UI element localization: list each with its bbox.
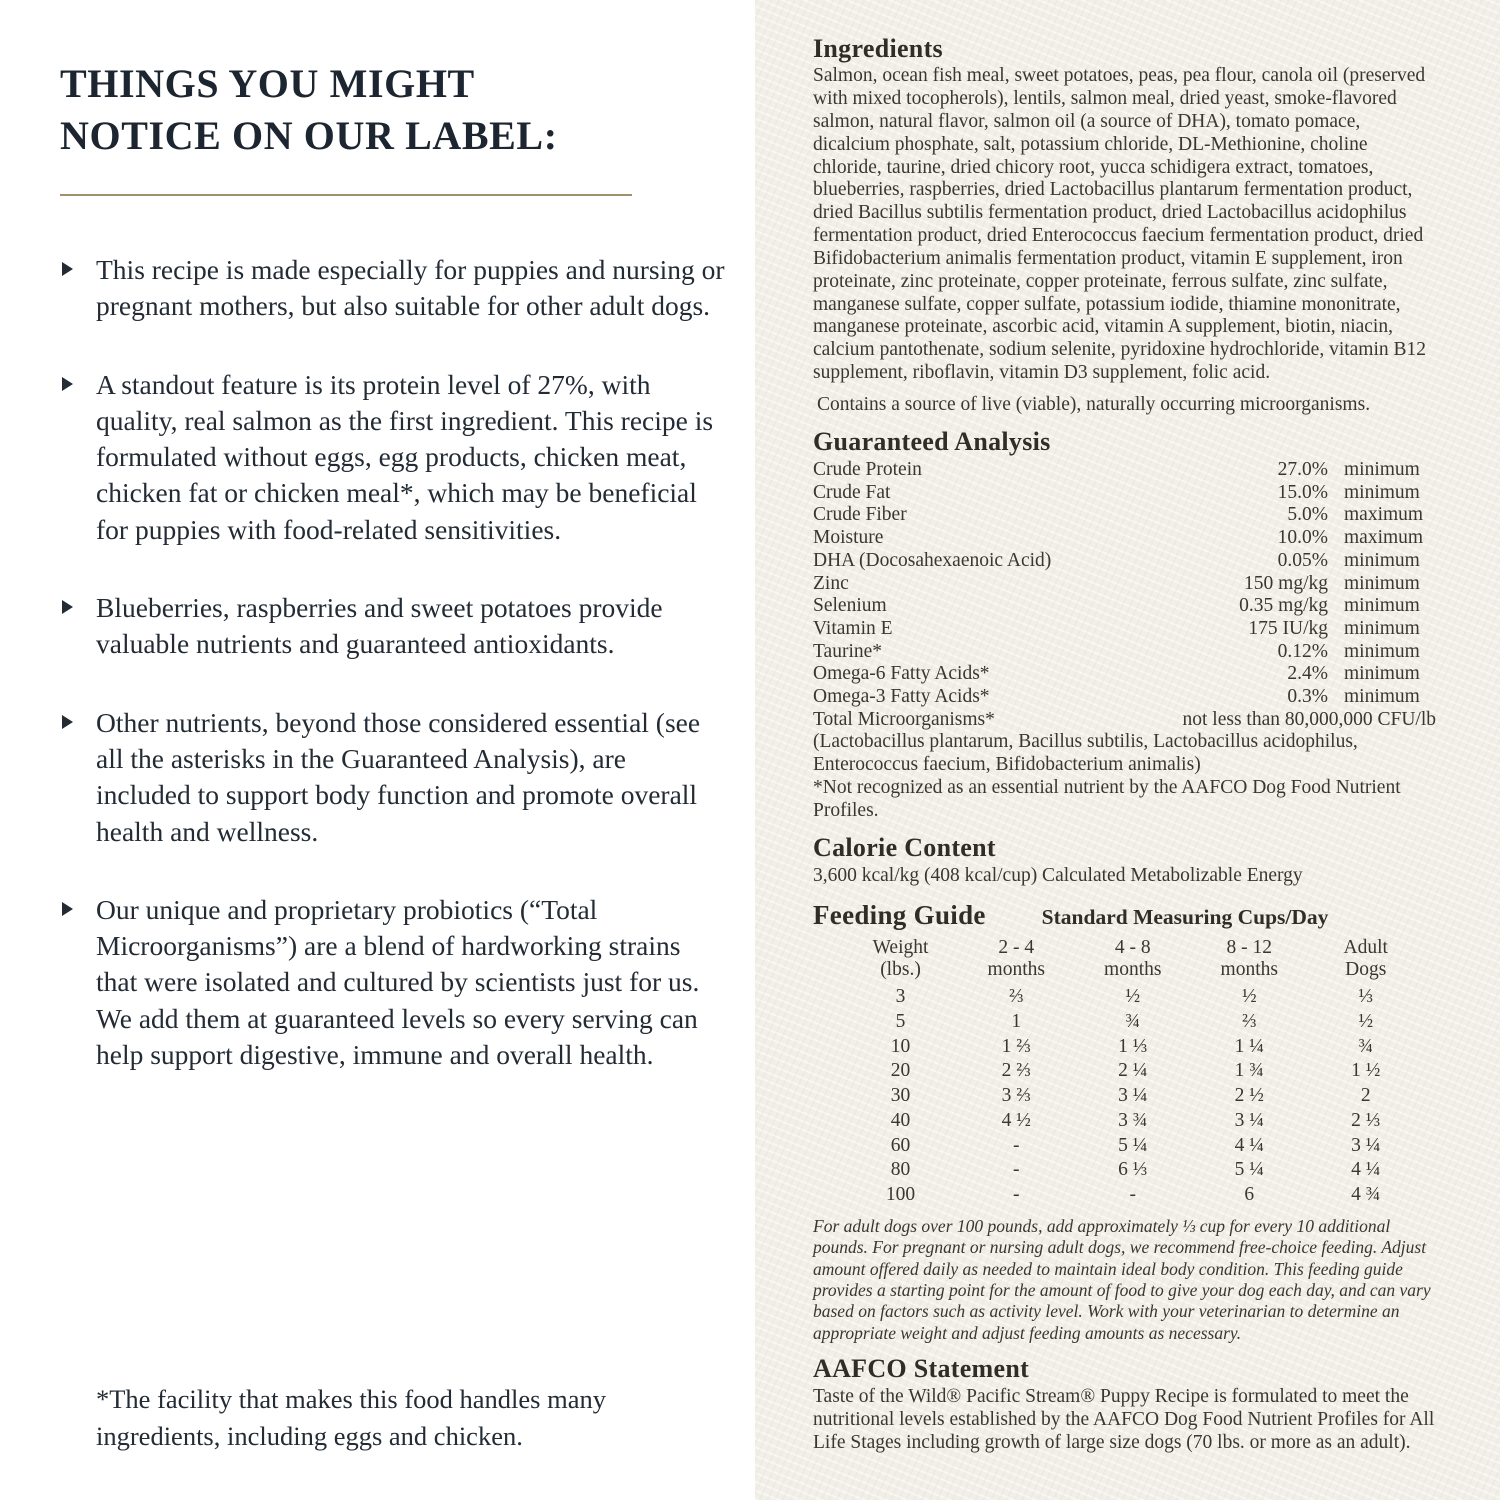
feeding-table-row: [843, 1158, 1424, 1183]
calorie-content-section: [813, 833, 1436, 888]
ga-nutrient-value: 150 mg/kg: [1244, 572, 1328, 594]
feeding-cell-4-8-months: ¾: [1125, 1010, 1141, 1032]
feeding-cell-weight: 3: [895, 986, 906, 1008]
feeding-cell-2-4-months: 1: [1011, 1010, 1022, 1032]
feeding-cell-weight: 100: [885, 1184, 916, 1206]
ga-total-value: not less than 80,000,000 CFU/lb: [1182, 708, 1436, 730]
ga-nutrient-qualifier: minimum: [1344, 617, 1420, 639]
bullet-text: Our unique and proprietary probiotics (“Total Microorganisms”) are a blend of hardworking strains that were isolated and cultured by scientists just for us. We add them at guaranteed levels so every serving can help support digestive, immune and overall health.: [96, 893, 700, 1071]
feeding-table-row: [843, 1059, 1424, 1084]
feeding-table-row: [843, 1035, 1424, 1060]
page-title: [60, 58, 729, 162]
feeding-column-header-line2: (lbs.): [880, 959, 921, 981]
ga-nutrient-qualifier: minimum: [1344, 572, 1420, 594]
feeding-guide-subheading: Standard Measuring Cups/Day: [1041, 904, 1329, 929]
feeding-column-header-line1: 8 - 12: [1226, 937, 1272, 959]
ga-row: [813, 595, 1436, 618]
ga-total-row: [813, 709, 1436, 732]
ingredients-body: Salmon, ocean fish meal, sweet potatoes, peas, pea flour, canola oil (preserved with mixed tocopherols), lentils, salmon meal, dried yeast, smoke-flavored salmon, natural flavor, salmon oil (a source of DHA), tomato pomace, dicalcium phosphate, salt, potassium chloride, DL-Methionine, choline chloride, taurine, dried chicory root, yucca schidigera extract, tomatoes, blueberries, raspberries, dried Lactobacillus plantarum fermentation product, dried Bacillus subtilis fermentation product, dried Lactobacillus acidophilus fermentation product, dried Enterococcus faecium fermentation product, dried Bifidobacterium animalis fermentation product, vitamin E supplement, iron proteinate, zinc proteinate, copper proteinate, ferrous sulfate, zinc sulfate, manganese sulfate, copper sulfate, potassium iodide, thiamine mononitrate, manganese proteinate, ascorbic acid, vitamin A supplement, biotin, niacin, calcium pantothenate, sodium selenite, pyridoxine hydrochloride, vitamin B12 supplement, riboflavin, vitamin D3 supplement, folic acid.: [813, 65, 1427, 383]
bullet-item: [60, 892, 725, 1073]
feeding-cell-adult: 1 ½: [1351, 1060, 1381, 1082]
feeding-cell-2-4-months: 1 ⅔: [1001, 1035, 1031, 1057]
ga-nutrient-qualifier: minimum: [1344, 459, 1420, 480]
ga-nutrient-qualifier: minimum: [1344, 595, 1420, 617]
ga-row: [813, 618, 1436, 641]
feeding-cell-8-12-months: 1 ¾: [1234, 1060, 1264, 1082]
bullet-text: A standout feature is its protein level of 27%, with quality, real salmon as the first ingredient. This recipe is formulated without eggs, egg products, chicken meat, chicken fat or chicken meal*, which may be beneficial for puppies with food-related sensitivities.: [96, 368, 714, 545]
feeding-cell-8-12-months: 5 ¼: [1234, 1159, 1264, 1181]
feeding-column-header-line1: 2 - 4: [998, 937, 1035, 959]
ga-asterisk-footnote: *Not recognized as an essential nutrient by the AAFCO Dog Food Nutrient Profiles.: [813, 777, 1401, 821]
feeding-cell-adult: ¾: [1358, 1035, 1374, 1057]
ga-nutrient-value: 27.0%: [1277, 459, 1328, 480]
feeding-column-header: [958, 937, 1075, 981]
feeding-guide-note: For adult dogs over 100 pounds, add approximately ⅓ cup for every 10 additional pounds. For pregnant or nursing adult dogs, we recommend free-choice feeding. Adjust amount offered daily as needed to maintain ideal body condition. This feeding guide provides a starting point for the amount of food to give your dog each day, and can vary based on factors such as activity level. Work with your veterinarian to determine an appropriate weight and adjust feeding amounts as necessary.: [813, 1215, 1431, 1343]
ga-row: [813, 527, 1436, 550]
bullet-text: This recipe is made especially for puppies and nursing or pregnant mothers, but also suitable for other adult dogs.: [96, 254, 725, 322]
feeding-table-header-row: [843, 937, 1424, 981]
feeding-table-row: [843, 1109, 1424, 1134]
ga-nutrient-value: 5.0%: [1287, 504, 1328, 526]
ga-row: [813, 663, 1436, 686]
title-line-1: THINGS YOU MIGHT: [60, 61, 475, 106]
feeding-cell-2-4-months: -: [1013, 1184, 1020, 1206]
ga-row: [813, 459, 1436, 482]
triangle-bullet-icon: [62, 902, 73, 916]
feeding-column-header-line1: Adult: [1343, 937, 1388, 959]
guaranteed-analysis-table: [813, 459, 1436, 709]
ga-nutrient-value: 0.05%: [1277, 549, 1328, 571]
feeding-guide-header-row: [813, 900, 1436, 932]
feeding-table-row: [843, 1084, 1424, 1109]
ga-row: [813, 504, 1436, 527]
ga-nutrient-qualifier: maximum: [1344, 527, 1424, 549]
ga-organisms-list: (Lactobacillus plantarum, Bacillus subtilis, Lactobacillus acidophilus, Enterococcus faecium, Bifidobacterium animalis): [813, 731, 1358, 776]
ga-nutrient-value: 10.0%: [1277, 527, 1328, 549]
ga-nutrient-value: 175 IU/kg: [1248, 617, 1328, 639]
bullet-item: [60, 252, 725, 325]
feeding-cell-adult: 4 ¼: [1351, 1159, 1381, 1181]
triangle-bullet-icon: [62, 262, 73, 276]
feeding-cell-adult: 2: [1360, 1085, 1371, 1107]
feeding-column-header: [1191, 937, 1308, 981]
feeding-cell-weight: 80: [890, 1159, 911, 1181]
microorganisms-note: Contains a source of live (viable), naturally occurring microorganisms.: [817, 393, 1371, 415]
ga-total-label: Total Microorganisms*: [813, 708, 995, 730]
feeding-cell-2-4-months: 3 ⅔: [1001, 1085, 1031, 1107]
ga-nutrient-label: Moisture: [813, 527, 884, 549]
title-divider: [60, 194, 632, 196]
feeding-column-header-line2: months: [987, 959, 1045, 981]
ga-nutrient-label: Taurine*: [813, 640, 883, 662]
feeding-cell-weight: 60: [890, 1134, 911, 1156]
aafco-heading: AAFCO Statement: [813, 1353, 1030, 1383]
ga-row: [813, 686, 1436, 709]
ga-nutrient-value: 15.0%: [1277, 481, 1328, 503]
right-panel: [755, 0, 1500, 1500]
feeding-column-header: [1075, 937, 1192, 981]
bullet-item: [60, 367, 725, 548]
feeding-cell-2-4-months: 4 ½: [1001, 1109, 1031, 1131]
feeding-cell-8-12-months: 3 ¼: [1234, 1109, 1264, 1131]
calorie-content-heading: Calorie Content: [813, 832, 996, 862]
ingredients-heading: Ingredients: [813, 34, 943, 63]
triangle-bullet-icon: [62, 715, 73, 729]
ga-nutrient-qualifier: minimum: [1344, 686, 1420, 708]
ga-nutrient-qualifier: maximum: [1344, 504, 1424, 526]
feeding-cell-adult: ⅓: [1358, 986, 1374, 1008]
feeding-cell-adult: 4 ¾: [1351, 1184, 1381, 1206]
feeding-cell-8-12-months: 1 ¼: [1234, 1035, 1264, 1057]
feeding-column-header: [843, 937, 958, 981]
guaranteed-analysis-section: [813, 427, 1436, 823]
ga-nutrient-label: Zinc: [813, 572, 849, 594]
feeding-cell-4-8-months: 3 ¼: [1118, 1085, 1148, 1107]
ga-row: [813, 482, 1436, 505]
feeding-cell-adult: ½: [1358, 1010, 1374, 1032]
feeding-cell-8-12-months: ⅔: [1241, 1010, 1257, 1032]
ga-nutrient-value: 0.35 mg/kg: [1239, 595, 1328, 617]
bullet-list: [60, 252, 725, 1073]
feeding-cell-weight: 10: [890, 1035, 911, 1057]
feeding-cell-4-8-months: -: [1129, 1184, 1136, 1206]
ga-nutrient-label: Crude Protein: [813, 459, 922, 480]
feeding-cell-4-8-months: 5 ¼: [1118, 1134, 1148, 1156]
bullet-item: [60, 705, 725, 850]
feeding-table-row: [843, 985, 1424, 1010]
feeding-cell-weight: 40: [890, 1109, 911, 1131]
title-line-2: NOTICE ON OUR LABEL:: [60, 113, 558, 158]
aafco-section: [813, 1354, 1436, 1455]
feeding-cell-8-12-months: 4 ¼: [1234, 1134, 1264, 1156]
feeding-table-row: [843, 1134, 1424, 1159]
feeding-cell-8-12-months: ½: [1241, 986, 1257, 1008]
feeding-table-row: [843, 1010, 1424, 1035]
feeding-column-header-line1: 4 - 8: [1114, 937, 1151, 959]
feeding-cell-4-8-months: 1 ⅓: [1118, 1035, 1148, 1057]
ga-row: [813, 573, 1436, 596]
facility-footnote: *The facility that makes this food handles many ingredients, including eggs and chicken.: [96, 1383, 606, 1452]
aafco-body: Taste of the Wild® Pacific Stream® Puppy Recipe is formulated to meet the nutritional levels established by the AAFCO Dog Food Nutrient Profiles for All Life Stages including growth of large size dogs (70 lbs. or more as an adult).: [813, 1386, 1435, 1453]
bullet-text: Blueberries, raspberries and sweet potatoes provide valuable nutrients and guaranteed antioxidants.: [96, 592, 663, 660]
ga-nutrient-label: Selenium: [813, 595, 887, 617]
feeding-cell-adult: 3 ¼: [1351, 1134, 1381, 1156]
feeding-cell-weight: 30: [890, 1085, 911, 1107]
feeding-table-body: [843, 985, 1424, 1208]
bullet-text: Other nutrients, beyond those considered essential (see all the asterisks in the Guaranteed Analysis), are included to support body function and promote overall health and wellness.: [96, 706, 701, 847]
feeding-column-header-line2: Dogs: [1345, 959, 1387, 981]
feeding-column-header-line1: Weight: [872, 937, 929, 959]
feeding-cell-2-4-months: 2 ⅔: [1001, 1060, 1031, 1082]
feeding-cell-2-4-months: ⅔: [1008, 986, 1024, 1008]
feeding-cell-4-8-months: 3 ¾: [1118, 1109, 1148, 1131]
feeding-cell-8-12-months: 2 ½: [1234, 1085, 1264, 1107]
calorie-content-body: 3,600 kcal/kg (408 kcal/cup) Calculated Metabolizable Energy: [813, 865, 1303, 887]
feeding-cell-8-12-months: 6: [1244, 1184, 1255, 1206]
triangle-bullet-icon: [62, 377, 73, 391]
feeding-cell-4-8-months: ½: [1125, 986, 1141, 1008]
bullet-item: [60, 590, 725, 663]
ga-nutrient-label: Vitamin E: [813, 617, 893, 639]
feeding-cell-adult: 2 ⅓: [1351, 1109, 1381, 1131]
ga-nutrient-value: 0.12%: [1277, 640, 1328, 662]
ga-row: [813, 641, 1436, 664]
ga-nutrient-label: Crude Fat: [813, 481, 891, 503]
ga-nutrient-qualifier: minimum: [1344, 549, 1420, 571]
feeding-cell-4-8-months: 6 ⅓: [1118, 1159, 1148, 1181]
feeding-cell-4-8-months: 2 ¼: [1118, 1060, 1148, 1082]
triangle-bullet-icon: [62, 600, 73, 614]
feeding-column-header-line2: months: [1104, 959, 1162, 981]
feeding-column-header-line2: months: [1220, 959, 1278, 981]
ga-row: [813, 550, 1436, 573]
feeding-table-row: [843, 1183, 1424, 1208]
feeding-guide-table: [813, 937, 1436, 1207]
ga-nutrient-label: Omega-3 Fatty Acids*: [813, 686, 990, 708]
feeding-cell-2-4-months: -: [1013, 1134, 1020, 1156]
ga-nutrient-value: 2.4%: [1287, 663, 1328, 685]
feeding-cell-weight: 5: [895, 1010, 906, 1032]
feeding-guide-heading: Feeding Guide: [813, 899, 986, 930]
ga-nutrient-label: Omega-6 Fatty Acids*: [813, 663, 990, 685]
ga-nutrient-label: Crude Fiber: [813, 504, 907, 526]
guaranteed-analysis-heading: Guaranteed Analysis: [813, 426, 1051, 456]
ga-nutrient-qualifier: minimum: [1344, 663, 1420, 685]
ga-nutrient-label: DHA (Docosahexaenoic Acid): [813, 549, 1052, 571]
feeding-cell-weight: 20: [890, 1060, 911, 1082]
feeding-cell-2-4-months: -: [1013, 1159, 1020, 1181]
ga-nutrient-qualifier: minimum: [1344, 481, 1420, 503]
feeding-column-header: [1308, 937, 1425, 981]
ga-nutrient-value: 0.3%: [1287, 686, 1328, 708]
ga-nutrient-qualifier: minimum: [1344, 640, 1420, 662]
